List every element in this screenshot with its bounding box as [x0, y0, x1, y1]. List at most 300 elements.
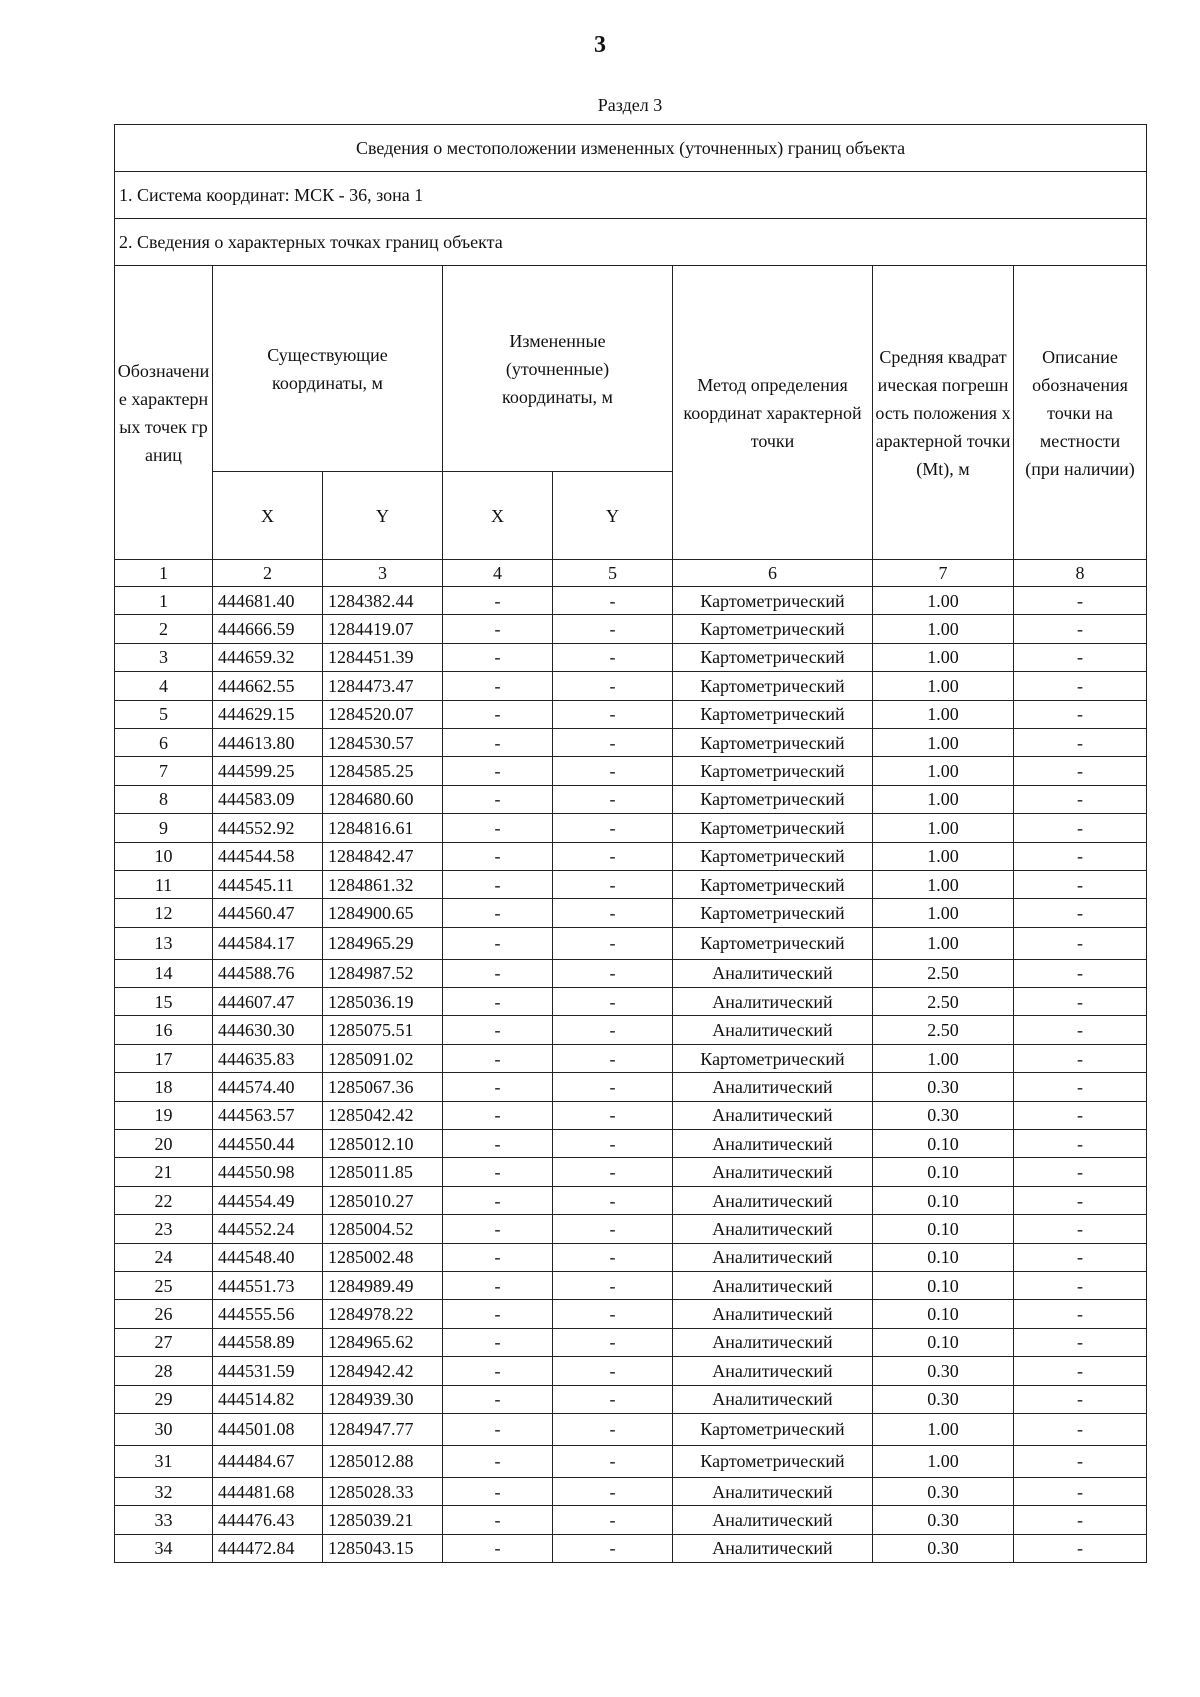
changed-y-cell: - [553, 1385, 673, 1413]
changed-y-cell: - [553, 870, 673, 898]
header-changed-x: X [443, 472, 553, 560]
changed-y-cell: - [553, 1300, 673, 1328]
changed-y-cell: - [553, 814, 673, 842]
method-cell: Картометрический [673, 842, 873, 870]
existing-y-cell: 1285012.10 [323, 1130, 443, 1158]
page-number: 3 [594, 32, 606, 58]
method-cell: Аналитический [673, 1357, 873, 1385]
changed-y-cell: - [553, 1534, 673, 1562]
description-cell: - [1014, 1328, 1147, 1356]
point-number-cell: 3 [115, 643, 213, 671]
table-row [115, 1445, 1147, 1477]
point-number-cell: 29 [115, 1385, 213, 1413]
method-cell: Аналитический [673, 1130, 873, 1158]
existing-x-cell: 444550.44 [213, 1130, 323, 1158]
description-cell: - [1014, 1215, 1147, 1243]
table-row [115, 785, 1147, 813]
changed-x-cell: - [443, 959, 553, 987]
table-row [115, 1073, 1147, 1101]
existing-x-cell: 444681.40 [213, 587, 323, 615]
method-cell: Картометрический [673, 615, 873, 643]
mean-error-cell: 0.30 [873, 1506, 1014, 1534]
existing-x-cell: 444613.80 [213, 728, 323, 756]
description-cell: - [1014, 1385, 1147, 1413]
table-row [115, 959, 1147, 987]
description-cell: - [1014, 1413, 1147, 1445]
changed-y-cell: - [553, 587, 673, 615]
point-number-cell: 9 [115, 814, 213, 842]
description-cell: - [1014, 1534, 1147, 1562]
table-row [115, 842, 1147, 870]
mean-error-cell: 0.10 [873, 1186, 1014, 1214]
mean-error-cell: 0.30 [873, 1477, 1014, 1505]
description-cell: - [1014, 587, 1147, 615]
method-cell: Картометрический [673, 1044, 873, 1072]
method-cell: Картометрический [673, 785, 873, 813]
point-number-cell: 22 [115, 1186, 213, 1214]
changed-x-cell: - [443, 1215, 553, 1243]
changed-x-cell: - [443, 1271, 553, 1299]
changed-x-cell: - [443, 1445, 553, 1477]
point-number-cell: 30 [115, 1413, 213, 1445]
description-cell: - [1014, 672, 1147, 700]
table-row [115, 814, 1147, 842]
table-row [115, 728, 1147, 756]
points-heading: 2. Сведения о характерных точках границ объекта [115, 219, 1147, 266]
existing-x-cell: 444501.08 [213, 1413, 323, 1445]
method-cell: Аналитический [673, 1243, 873, 1271]
changed-x-cell: - [443, 1506, 553, 1534]
header-method: Метод определения координат характерной точки [673, 266, 873, 560]
changed-y-cell: - [553, 1016, 673, 1044]
point-number-cell: 11 [115, 870, 213, 898]
changed-y-cell: - [553, 728, 673, 756]
table-row [115, 1130, 1147, 1158]
existing-y-cell: 1284530.57 [323, 728, 443, 756]
mean-error-cell: 1.00 [873, 728, 1014, 756]
existing-y-cell: 1284473.47 [323, 672, 443, 700]
header-changed-coords: Измененные (уточненные) координаты, м [443, 266, 673, 472]
existing-y-cell: 1284816.61 [323, 814, 443, 842]
changed-y-cell: - [553, 757, 673, 785]
changed-x-cell: - [443, 615, 553, 643]
existing-y-cell: 1285002.48 [323, 1243, 443, 1271]
description-cell: - [1014, 700, 1147, 728]
existing-x-cell: 444558.89 [213, 1328, 323, 1356]
table-title: Сведения о местоположении измененных (уточненных) границ объекта [115, 125, 1147, 172]
description-cell: - [1014, 842, 1147, 870]
changed-x-cell: - [443, 1243, 553, 1271]
existing-y-cell: 1285012.88 [323, 1445, 443, 1477]
method-cell: Картометрический [673, 587, 873, 615]
table-row [115, 1328, 1147, 1356]
method-cell: Картометрический [673, 814, 873, 842]
header-existing-y: Y [323, 472, 443, 560]
changed-x-cell: - [443, 728, 553, 756]
point-number-cell: 23 [115, 1215, 213, 1243]
existing-y-cell: 1284965.29 [323, 927, 443, 959]
method-cell: Аналитический [673, 1328, 873, 1356]
changed-x-cell: - [443, 672, 553, 700]
method-cell: Картометрический [673, 1413, 873, 1445]
description-cell: - [1014, 870, 1147, 898]
changed-y-cell: - [553, 1101, 673, 1129]
mean-error-cell: 0.30 [873, 1534, 1014, 1562]
column-number: 2 [213, 560, 323, 587]
existing-y-cell: 1284842.47 [323, 842, 443, 870]
existing-x-cell: 444555.56 [213, 1300, 323, 1328]
header-changed-y: Y [553, 472, 673, 560]
existing-x-cell: 444563.57 [213, 1101, 323, 1129]
changed-x-cell: - [443, 899, 553, 927]
changed-y-cell: - [553, 672, 673, 700]
point-number-cell: 34 [115, 1534, 213, 1562]
method-cell: Картометрический [673, 757, 873, 785]
table-row [115, 615, 1147, 643]
description-cell: - [1014, 988, 1147, 1016]
header-mean-error: Средняя квадратическая погрешность положения характерной точки (Mt), м [873, 266, 1014, 560]
table-row [115, 1016, 1147, 1044]
description-cell: - [1014, 1073, 1147, 1101]
point-number-cell: 31 [115, 1445, 213, 1477]
changed-y-cell: - [553, 1445, 673, 1477]
description-cell: - [1014, 1186, 1147, 1214]
table-row [115, 643, 1147, 671]
existing-y-cell: 1285039.21 [323, 1506, 443, 1534]
existing-x-cell: 444588.76 [213, 959, 323, 987]
changed-x-cell: - [443, 1328, 553, 1356]
existing-y-cell: 1284987.52 [323, 959, 443, 987]
description-cell: - [1014, 1016, 1147, 1044]
existing-x-cell: 444554.49 [213, 1186, 323, 1214]
header-point-designation: Обозначение характерных точек границ [115, 266, 213, 560]
mean-error-cell: 0.30 [873, 1073, 1014, 1101]
description-cell: - [1014, 1357, 1147, 1385]
mean-error-cell: 0.30 [873, 1385, 1014, 1413]
description-cell: - [1014, 643, 1147, 671]
existing-x-cell: 444635.83 [213, 1044, 323, 1072]
changed-y-cell: - [553, 988, 673, 1016]
description-cell: - [1014, 1158, 1147, 1186]
changed-x-cell: - [443, 870, 553, 898]
mean-error-cell: 1.00 [873, 899, 1014, 927]
method-cell: Аналитический [673, 1300, 873, 1328]
column-number: 8 [1014, 560, 1147, 587]
existing-y-cell: 1285011.85 [323, 1158, 443, 1186]
changed-x-cell: - [443, 988, 553, 1016]
table-row [115, 1243, 1147, 1271]
changed-x-cell: - [443, 842, 553, 870]
point-number-cell: 13 [115, 927, 213, 959]
changed-y-cell: - [553, 842, 673, 870]
changed-x-cell: - [443, 1413, 553, 1445]
description-cell: - [1014, 1445, 1147, 1477]
column-number: 5 [553, 560, 673, 587]
existing-y-cell: 1285075.51 [323, 1016, 443, 1044]
existing-x-cell: 444531.59 [213, 1357, 323, 1385]
point-number-cell: 7 [115, 757, 213, 785]
table-row [115, 1413, 1147, 1445]
method-cell: Аналитический [673, 1271, 873, 1299]
mean-error-cell: 1.00 [873, 842, 1014, 870]
mean-error-cell: 1.00 [873, 814, 1014, 842]
existing-y-cell: 1284419.07 [323, 615, 443, 643]
mean-error-cell: 0.30 [873, 1101, 1014, 1129]
description-cell: - [1014, 899, 1147, 927]
description-cell: - [1014, 1243, 1147, 1271]
changed-x-cell: - [443, 587, 553, 615]
method-cell: Аналитический [673, 1506, 873, 1534]
existing-x-cell: 444472.84 [213, 1534, 323, 1562]
changed-y-cell: - [553, 615, 673, 643]
description-cell: - [1014, 785, 1147, 813]
point-number-cell: 28 [115, 1357, 213, 1385]
existing-x-cell: 444544.58 [213, 842, 323, 870]
table-row [115, 988, 1147, 1016]
table-row [115, 1385, 1147, 1413]
mean-error-cell: 0.30 [873, 1357, 1014, 1385]
mean-error-cell: 1.00 [873, 785, 1014, 813]
mean-error-cell: 1.00 [873, 757, 1014, 785]
table-row [115, 757, 1147, 785]
point-number-cell: 26 [115, 1300, 213, 1328]
mean-error-cell: 2.50 [873, 1016, 1014, 1044]
point-number-cell: 32 [115, 1477, 213, 1505]
existing-y-cell: 1284861.32 [323, 870, 443, 898]
method-cell: Аналитический [673, 1534, 873, 1562]
method-cell: Картометрический [673, 700, 873, 728]
changed-y-cell: - [553, 1186, 673, 1214]
existing-y-cell: 1284585.25 [323, 757, 443, 785]
boundary-points-table [114, 124, 1147, 1563]
existing-x-cell: 444607.47 [213, 988, 323, 1016]
existing-y-cell: 1284965.62 [323, 1328, 443, 1356]
column-number: 3 [323, 560, 443, 587]
changed-y-cell: - [553, 1271, 673, 1299]
header-description: Описание обозначения точки на местности (при наличии) [1014, 266, 1147, 560]
description-cell: - [1014, 1271, 1147, 1299]
point-number-cell: 21 [115, 1158, 213, 1186]
method-cell: Картометрический [673, 1445, 873, 1477]
table-row [115, 927, 1147, 959]
description-cell: - [1014, 927, 1147, 959]
changed-y-cell: - [553, 1243, 673, 1271]
existing-y-cell: 1284451.39 [323, 643, 443, 671]
table-row [115, 1357, 1147, 1385]
changed-x-cell: - [443, 700, 553, 728]
mean-error-cell: 1.00 [873, 1044, 1014, 1072]
method-cell: Картометрический [673, 870, 873, 898]
header-existing-coords: Существующие координаты, м [213, 266, 443, 472]
point-number-cell: 2 [115, 615, 213, 643]
existing-y-cell: 1284939.30 [323, 1385, 443, 1413]
changed-x-cell: - [443, 785, 553, 813]
existing-x-cell: 444662.55 [213, 672, 323, 700]
existing-x-cell: 444599.25 [213, 757, 323, 785]
method-cell: Картометрический [673, 927, 873, 959]
existing-y-cell: 1285091.02 [323, 1044, 443, 1072]
table-row [115, 899, 1147, 927]
table-row [115, 1215, 1147, 1243]
description-cell: - [1014, 1044, 1147, 1072]
changed-x-cell: - [443, 1477, 553, 1505]
changed-x-cell: - [443, 1016, 553, 1044]
changed-y-cell: - [553, 1130, 673, 1158]
existing-y-cell: 1285004.52 [323, 1215, 443, 1243]
existing-y-cell: 1285042.42 [323, 1101, 443, 1129]
existing-x-cell: 444476.43 [213, 1506, 323, 1534]
existing-y-cell: 1284942.42 [323, 1357, 443, 1385]
table-row [115, 1534, 1147, 1562]
description-cell: - [1014, 1506, 1147, 1534]
point-number-cell: 17 [115, 1044, 213, 1072]
changed-x-cell: - [443, 927, 553, 959]
description-cell: - [1014, 814, 1147, 842]
table-row [115, 1477, 1147, 1505]
table-row [115, 1271, 1147, 1299]
existing-y-cell: 1284978.22 [323, 1300, 443, 1328]
description-cell: - [1014, 1130, 1147, 1158]
changed-y-cell: - [553, 1357, 673, 1385]
existing-x-cell: 444583.09 [213, 785, 323, 813]
table-row [115, 1186, 1147, 1214]
changed-x-cell: - [443, 1385, 553, 1413]
changed-y-cell: - [553, 1413, 673, 1445]
mean-error-cell: 1.00 [873, 643, 1014, 671]
point-number-cell: 6 [115, 728, 213, 756]
existing-x-cell: 444666.59 [213, 615, 323, 643]
changed-y-cell: - [553, 1328, 673, 1356]
existing-x-cell: 444551.73 [213, 1271, 323, 1299]
existing-x-cell: 444545.11 [213, 870, 323, 898]
table-row [115, 1044, 1147, 1072]
mean-error-cell: 1.00 [873, 615, 1014, 643]
table-row [115, 700, 1147, 728]
coord-system: 1. Система координат: МСК - 36, зона 1 [115, 172, 1147, 219]
table-row [115, 1300, 1147, 1328]
table-row [115, 870, 1147, 898]
changed-y-cell: - [553, 1044, 673, 1072]
existing-x-cell: 444659.32 [213, 643, 323, 671]
description-cell: - [1014, 728, 1147, 756]
changed-y-cell: - [553, 1506, 673, 1534]
existing-x-cell: 444552.24 [213, 1215, 323, 1243]
header-existing-x: X [213, 472, 323, 560]
mean-error-cell: 1.00 [873, 672, 1014, 700]
existing-x-cell: 444514.82 [213, 1385, 323, 1413]
existing-x-cell: 444560.47 [213, 899, 323, 927]
existing-y-cell: 1285036.19 [323, 988, 443, 1016]
mean-error-cell: 0.10 [873, 1300, 1014, 1328]
existing-x-cell: 444630.30 [213, 1016, 323, 1044]
method-cell: Картометрический [673, 643, 873, 671]
changed-x-cell: - [443, 1101, 553, 1129]
description-cell: - [1014, 615, 1147, 643]
method-cell: Аналитический [673, 1186, 873, 1214]
mean-error-cell: 2.50 [873, 959, 1014, 987]
method-cell: Аналитический [673, 1477, 873, 1505]
method-cell: Аналитический [673, 1101, 873, 1129]
point-number-cell: 1 [115, 587, 213, 615]
existing-y-cell: 1284680.60 [323, 785, 443, 813]
method-cell: Аналитический [673, 988, 873, 1016]
existing-y-cell: 1285028.33 [323, 1477, 443, 1505]
existing-y-cell: 1284382.44 [323, 587, 443, 615]
changed-x-cell: - [443, 814, 553, 842]
point-number-cell: 10 [115, 842, 213, 870]
changed-y-cell: - [553, 643, 673, 671]
point-number-cell: 27 [115, 1328, 213, 1356]
mean-error-cell: 1.00 [873, 870, 1014, 898]
mean-error-cell: 0.10 [873, 1158, 1014, 1186]
table-row [115, 1506, 1147, 1534]
changed-x-cell: - [443, 1357, 553, 1385]
point-number-cell: 15 [115, 988, 213, 1016]
description-cell: - [1014, 757, 1147, 785]
method-cell: Картометрический [673, 672, 873, 700]
point-number-cell: 19 [115, 1101, 213, 1129]
changed-y-cell: - [553, 899, 673, 927]
existing-x-cell: 444548.40 [213, 1243, 323, 1271]
point-number-cell: 20 [115, 1130, 213, 1158]
point-number-cell: 24 [115, 1243, 213, 1271]
existing-x-cell: 444484.67 [213, 1445, 323, 1477]
mean-error-cell: 2.50 [873, 988, 1014, 1016]
point-number-cell: 14 [115, 959, 213, 987]
description-cell: - [1014, 1101, 1147, 1129]
changed-y-cell: - [553, 785, 673, 813]
changed-y-cell: - [553, 1158, 673, 1186]
column-number-row [115, 560, 1147, 587]
mean-error-cell: 0.10 [873, 1243, 1014, 1271]
existing-y-cell: 1284900.65 [323, 899, 443, 927]
changed-y-cell: - [553, 1215, 673, 1243]
mean-error-cell: 1.00 [873, 700, 1014, 728]
point-number-cell: 8 [115, 785, 213, 813]
changed-x-cell: - [443, 1073, 553, 1101]
point-number-cell: 12 [115, 899, 213, 927]
existing-y-cell: 1284520.07 [323, 700, 443, 728]
changed-y-cell: - [553, 1073, 673, 1101]
method-cell: Аналитический [673, 1016, 873, 1044]
changed-x-cell: - [443, 757, 553, 785]
existing-y-cell: 1285067.36 [323, 1073, 443, 1101]
mean-error-cell: 0.10 [873, 1271, 1014, 1299]
method-cell: Аналитический [673, 1385, 873, 1413]
existing-x-cell: 444481.68 [213, 1477, 323, 1505]
description-cell: - [1014, 1300, 1147, 1328]
changed-x-cell: - [443, 1158, 553, 1186]
point-number-cell: 4 [115, 672, 213, 700]
method-cell: Аналитический [673, 959, 873, 987]
existing-y-cell: 1285043.15 [323, 1534, 443, 1562]
point-number-cell: 25 [115, 1271, 213, 1299]
changed-y-cell: - [553, 700, 673, 728]
existing-x-cell: 444550.98 [213, 1158, 323, 1186]
point-number-cell: 18 [115, 1073, 213, 1101]
point-number-cell: 16 [115, 1016, 213, 1044]
mean-error-cell: 0.10 [873, 1130, 1014, 1158]
method-cell: Аналитический [673, 1215, 873, 1243]
mean-error-cell: 1.00 [873, 1413, 1014, 1445]
changed-x-cell: - [443, 1130, 553, 1158]
description-cell: - [1014, 1477, 1147, 1505]
changed-x-cell: - [443, 643, 553, 671]
mean-error-cell: 0.10 [873, 1215, 1014, 1243]
mean-error-cell: 0.10 [873, 1328, 1014, 1356]
existing-x-cell: 444584.17 [213, 927, 323, 959]
existing-x-cell: 444629.15 [213, 700, 323, 728]
